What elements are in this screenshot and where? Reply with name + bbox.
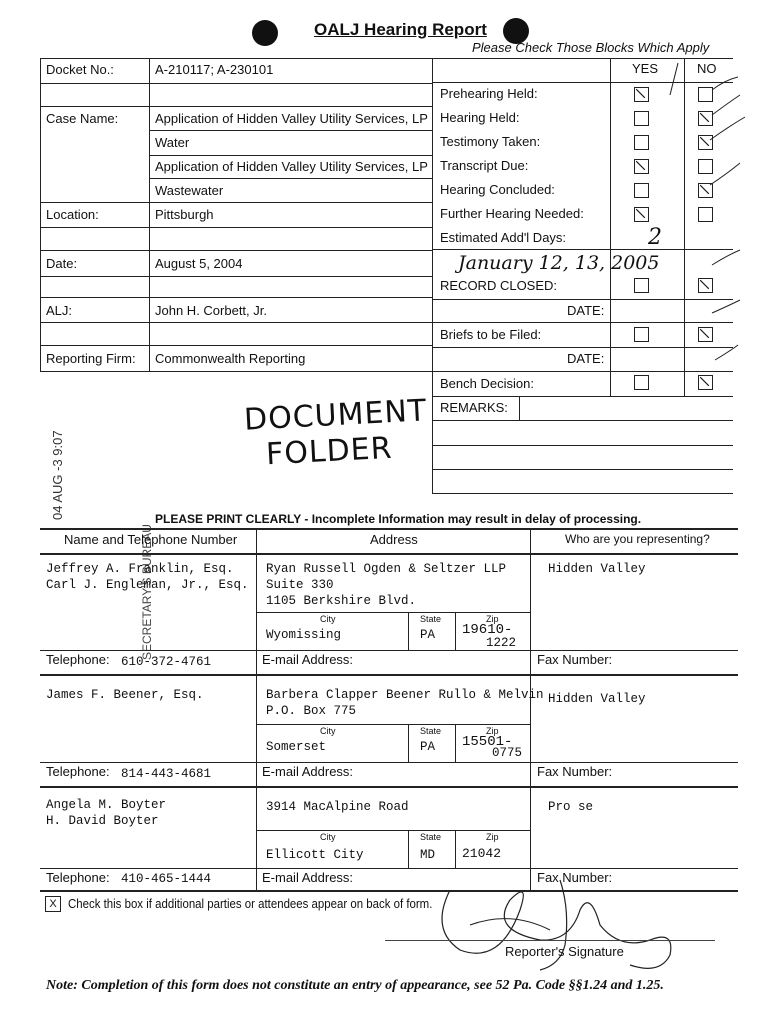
briefs-date-label: DATE:	[567, 351, 605, 366]
reporting-firm-label: Reporting Firm:	[46, 351, 136, 366]
email-label: E-mail Address:	[262, 870, 354, 885]
party-representing: Hidden Valley	[548, 562, 646, 576]
received-stamp: 04 AUG -3 9:07	[50, 430, 65, 520]
party-zip: 19610-	[462, 622, 513, 638]
reporter-signature	[420, 870, 700, 980]
city-label: City	[320, 726, 336, 736]
status-item-label: Further Hearing Needed:	[440, 206, 584, 221]
party-address-line: P.O. Box 775	[266, 704, 357, 718]
status-item-label: Hearing Held:	[440, 110, 520, 125]
handwritten-check-strokes	[600, 55, 750, 375]
party-state: PA	[420, 628, 436, 642]
document-folder-stamp-line2: FOLDER	[265, 430, 394, 473]
party-representing: Pro se	[548, 800, 594, 814]
record-closed-label: RECORD CLOSED:	[440, 278, 558, 293]
party-name: Jeffrey A. Franklin, Esq.	[46, 562, 234, 576]
alj-value: John H. Corbett, Jr.	[155, 303, 267, 318]
bureau-stamp: SECRETARY'S BUREAU	[140, 524, 154, 660]
party-name: Angela M. Boyter	[46, 798, 167, 812]
location-label: Location:	[46, 207, 99, 222]
party-zip: 21042	[462, 846, 502, 861]
instruction-text: Please Check Those Blocks Which Apply	[472, 40, 710, 55]
status-item-label: Prehearing Held:	[440, 86, 538, 101]
party-address-line: Barbera Clapper Beener Rullo & Melvin	[266, 688, 544, 702]
fax-label: Fax Number:	[537, 764, 613, 779]
reporting-firm-value: Commonwealth Reporting	[155, 351, 306, 366]
party-telephone: 410-465-1444	[121, 872, 212, 886]
column-header-address: Address	[370, 532, 418, 547]
docket-label: Docket No.:	[46, 62, 114, 77]
status-item-label: Hearing Concluded:	[440, 182, 555, 197]
column-header-name: Name and Telephone Number	[64, 532, 238, 547]
additional-parties-checkbox[interactable]: X	[45, 896, 61, 912]
email-label: E-mail Address:	[262, 764, 354, 779]
party-telephone: 610-372-4761	[121, 655, 212, 669]
party-telephone: 814-443-4681	[121, 767, 212, 781]
remarks-label: REMARKS:	[440, 400, 508, 415]
party-name: H. David Boyter	[46, 814, 159, 828]
party-zip-suffix: 0775	[492, 746, 523, 760]
zip-label: Zip	[486, 832, 499, 842]
bench-decision-label: Bench Decision:	[440, 376, 534, 391]
party-name: James F. Beener, Esq.	[46, 688, 204, 702]
party-name: Carl J. Engleman, Jr., Esq.	[46, 578, 249, 592]
party-city: Wyomissing	[266, 628, 342, 642]
state-label: State	[420, 832, 442, 842]
status-item-label: Transcript Due:	[440, 158, 529, 173]
zip-label: Zip	[486, 614, 499, 624]
telephone-label: Telephone:	[46, 870, 110, 885]
case-name-line: Application of Hidden Valley Utility Services, LP	[155, 111, 428, 126]
reporter-signature-label: Reporter's Signature	[505, 944, 624, 959]
record-closed-date-label: DATE:	[567, 303, 605, 318]
fax-label: Fax Number:	[537, 870, 613, 885]
handwritten-hearing-dates: January 12, 13, 2005	[458, 252, 660, 274]
status-item-label: Testimony Taken:	[440, 134, 541, 149]
party-state: PA	[420, 740, 436, 754]
telephone-label: Telephone:	[46, 764, 110, 779]
additional-parties-text: Check this box if additional parties or attendees appear on back of form.	[68, 896, 433, 911]
state-label: State	[420, 614, 442, 624]
party-representing: Hidden Valley	[548, 692, 646, 706]
city-label: City	[320, 614, 336, 624]
date-value: August 5, 2004	[155, 256, 243, 271]
bench-decision-no-checkbox[interactable]	[698, 375, 713, 390]
bench-decision-yes-checkbox[interactable]	[634, 375, 649, 390]
punch-hole-left	[252, 20, 278, 46]
location-value: Pittsburgh	[155, 207, 214, 222]
briefs-label: Briefs to be Filed:	[440, 327, 542, 342]
footer-note: Note: Completion of this form does not constitute an entry of appearance, see 52 Pa. Code §§1.24 and 1.25.	[46, 978, 664, 993]
estimated-days-value: 2	[648, 225, 662, 250]
party-address-line: 3914 MacAlpine Road	[266, 800, 409, 814]
docket-value: A-210117; A-230101	[155, 62, 274, 77]
state-label: State	[420, 726, 442, 736]
case-name-line: Wastewater	[155, 183, 224, 198]
party-address-line: Suite 330	[266, 578, 334, 592]
telephone-label: Telephone:	[46, 652, 110, 667]
page-title: OALJ Hearing Report	[314, 20, 487, 39]
case-name-line: Application of Hidden Valley Utility Services, LP	[155, 159, 428, 174]
zip-label: Zip	[486, 726, 499, 736]
date-label: Date:	[46, 256, 78, 271]
no-column-header: NO	[697, 61, 717, 76]
case-name-label: Case Name:	[46, 111, 119, 126]
party-address-line: Ryan Russell Ogden & Seltzer LLP	[266, 562, 507, 576]
case-name-line: Water	[155, 135, 190, 150]
column-header-representing: Who are you representing?	[565, 532, 710, 546]
email-label: E-mail Address:	[262, 652, 354, 667]
fax-label: Fax Number:	[537, 652, 613, 667]
party-zip: 15501-	[462, 734, 513, 750]
city-label: City	[320, 832, 336, 842]
document-folder-stamp-line1: DOCUMENT	[243, 393, 429, 438]
party-city: Ellicott City	[266, 848, 364, 862]
alj-label: ALJ:	[46, 303, 73, 318]
party-city: Somerset	[266, 740, 327, 754]
party-zip-suffix: 1222	[486, 636, 517, 650]
yes-column-header: YES	[632, 61, 659, 76]
party-address-line: 1105 Berkshire Blvd.	[266, 594, 417, 608]
print-clearly-notice: PLEASE PRINT CLEARLY - Incomplete Information may result in delay of processing.	[155, 512, 642, 526]
party-state: MD	[420, 848, 436, 862]
estimated-days-label: Estimated Add'l Days:	[440, 230, 567, 245]
